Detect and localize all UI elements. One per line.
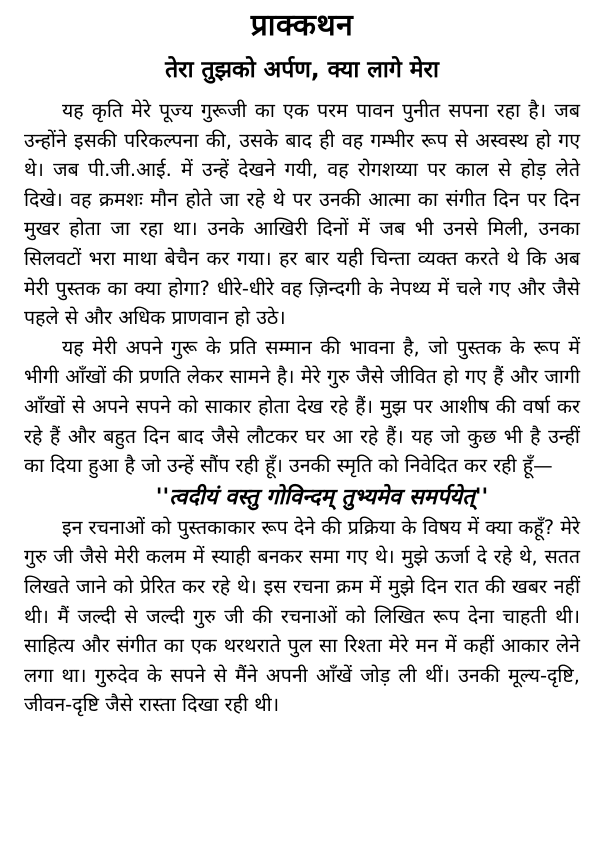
paragraph-3: इन रचनाओं को पुस्तकाकार रूप देने की प्रक्रिया के विषय में क्या कहूँ? मेरे गुरु जी जैसे मेरी कलम में स्याही बनकर समा गए थे। मुझे ऊर्जा दे रहे थे, सतत लिखते जाने को प्रेरित कर रहे थे। इस रचना क्रम में मुझे दिन रात की खबर नहीं थी। मैं जल्दी से जल्दी गुरु जी की रचनाओं को लिखित रूप देना चाहती थी। साहित्य और संगीत का एक थरथराते पुल सा रिश्ता मेरे मन में कहीं आकार लेने लगा था। गुरुदेव के सपने से मैंने अपनी आँखें जोड़ ली थीं। उनकी मूल्य-दृष्टि, जीवन-दृष्टि जैसे रास्ता दिखा रही थी। (24, 515, 580, 717)
page-title: प्राक्कथन (250, 8, 354, 43)
paragraph-1: यह कृति मेरे पूज्य गुरूजी का एक परम पावन पुनीत सपना रहा है। जब उन्होंने इसकी परिकल्पना की, उसके बाद ही वह गम्भीर रूप से अस्वस्थ हो गए थे। जब पी.जी.आई. में उन्हें देखने गयी, वह रोगशय्या पर काल से होड़ लेते दिखे। वह क्रमशः मौन होते जा रहे थे पर उनकी आत्मा का संगीत दिन पर दिन मुखर होता जा रहा था। उनके आखिरी दिनों में जब भी उनसे मिली, उनका सिलवटों भरा माथा बेचैन कर गया। हर बार यही चिन्ता व्यक्त करते थे कि अब मेरी पुस्तक का क्या होगा? धीरे-धीरे वह ज़िन्दगी के नेपथ्य में चले गए और जैसे पहले से और अधिक प्राणवान हो उठे। (24, 99, 580, 330)
paragraph-2: यह मेरी अपने गुरू के प्रति सम्मान की भावना है, जो पुस्तक के रूप में भीगी आँखों की प्रणति लेकर सामने है। मेरे गुरु जैसे जीवित हो गए हैं और जागी आँखों से अपने सपने को साकार होता देख रहे हैं। मुझ पर आशीष की वर्षा कर रहे हैं और बहुत दिन बाद जैसे लौटकर घर आ रहे हैं। यह जो कुछ भी है उन्हीं का दिया हुआ है जो उन्हें सौंप रही हूँ। उनकी स्मृति को निवेदित कर रही हूँ— (24, 335, 580, 478)
sanskrit-quote: ''त्वदीयं वस्तु गोविन्दम् तुभ्यमेव समर्पयेत्'' (155, 484, 489, 510)
page-subtitle: तेरा तुझको अर्पण, क्या लागे मेरा (165, 57, 439, 83)
